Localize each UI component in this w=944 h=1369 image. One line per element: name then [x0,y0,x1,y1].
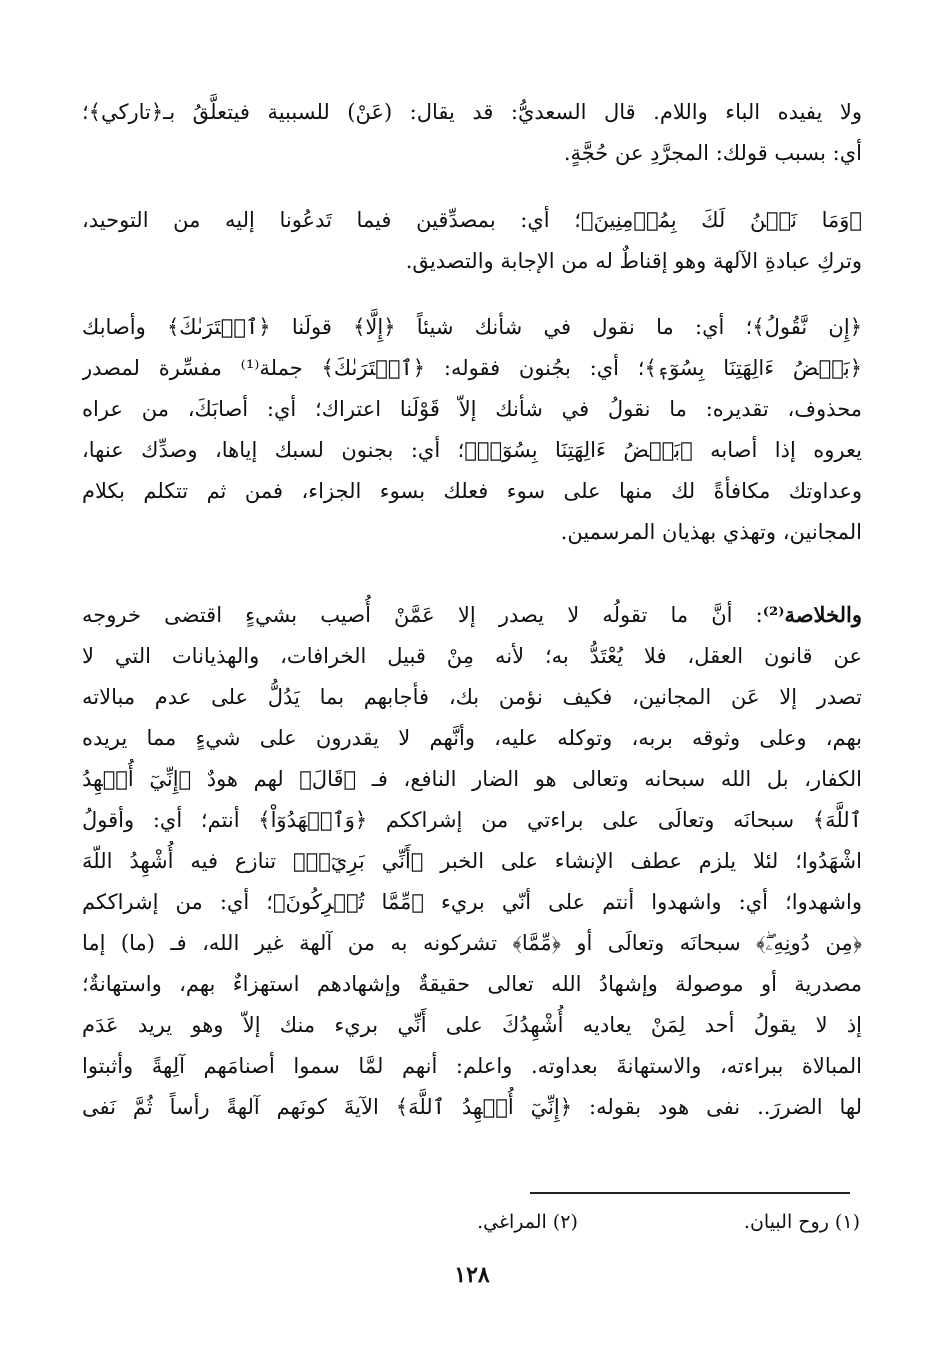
paragraph-1 [82,92,862,174]
text-line: إذ لا يقولُ أحد لِمَنْ يعاديه أُشْهِدُكَ على أَنِّي بريء منك إلاّ وهو يريد عَدَم [82,1013,862,1037]
text-line: ولا يفيده الباء واللام. قال السعديُّ: قد يقال: (عَنْ) للسببية فيتعلَّقُ بـ﴿تاركي﴾؛ [82,100,862,124]
text-line: ٱللَّهَ﴾ سبحانَه وتعالَى على براءتي من إشراككم ﴿وَٱشۡهَدُوٓاْ﴾ أنتم؛ أي: وأقولُ [82,808,862,832]
paragraph-3 [82,307,862,553]
text-line: المجانين، وتهذي بهذيان المرسمين. [560,520,862,544]
text-line: وتركِ عبادةِ الآلهة وهو إقناطٌ له من الإجابة والتصديق. [405,249,862,273]
text-line: أي: بسبب قولك: المجرَّدِ عن حُجَّةٍ. [563,141,862,165]
text-line: لها الضررَ.. نفى هود بقوله: ﴿إِنِّيٓ أُشۡهِدُ ٱللَّهَ﴾ الآيةَ كونَهم آلهةً رأساً ثُمَّ نَفى [82,1095,862,1119]
text-line: محذوف، تقديره: ما نقولُ في شأنك إلاّ قَوْلَنا اعتراك؛ أي: أصابَكَ، من عراه [82,397,862,421]
text-line: تصدر إلا عَن المجانين، فكيف نؤمن بك، فأجابهم بما يَدُلُّ على عدم مبالاته [82,685,862,709]
footnote-1: (١) روح البيان. [743,1211,860,1233]
text-line: ﴿مِن دُونِهِۦۖ﴾ سبحانَه وتعالَى أو ﴿مِّمَّا﴾ تشركونه به من آلهة غير الله، فـ (ما) إما [82,931,862,955]
text-line: عن قانون العقل، فلا يُعْتَدُّ به؛ لأنه مِنْ قبيل الخرافات، والهذيانات التي لا [82,644,862,668]
text-line: يعروه إذا أصابه ﴿بَعۡضُ ءَالِهَتِنَا بِسُوٓءٖ﴾؛ أي: بجنون لسبك إياها، وصدِّك عنها، [82,438,862,462]
text-line: مصدرية أو موصولة وإشهادُ الله تعالى حقيقةٌ وإشهادهم استهزاءٌ بهم، واستهانةٌ؛ [82,972,862,996]
text-line: ﴿بَعۡضُ ءَالِهَتِنَا بِسُوٓءٖ﴾؛ أي: بجُنون فقوله: ﴿ٱعۡتَرَىٰكَ﴾ جملة⁽¹⁾ مفسِّرة لمصدر [82,356,862,380]
text-line: اشْهَدُوا؛ لئلا يلزم عطف الإنشاء على الخبر ﴿أَنِّي بَرِيٓءٞ﴾ تنازع فيه أُشْهِدُ اللّهَ [82,849,862,873]
footnote-divider [530,1192,850,1194]
text-line: ﴿إِن نَّقُولُ﴾؛ أي: ما نقول في شأنك شيئاً ﴿إِلَّا﴾ قولَنا ﴿ٱعۡتَرَىٰكَ﴾ وأصابك [82,315,862,339]
text-line: المبالاة ببراءته، والاستهانةَ بعداوته. واعلم: أنهم لمَّا سموا أصنامَهم آلِهةً وأثبتوا [82,1054,862,1078]
text-line: وعداوتك مكافأةً لك منها على سوء فعلك بسوء الجزاء، فمن ثم تتكلم بكلام [82,479,862,503]
text-line: الكفار، بل الله سبحانه وتعالى هو الضار النافع، فـ ﴿قَالَ﴾ لهم هودٌ ﴿إِنِّيٓ أُشۡهِدُ [82,767,862,791]
page-number: ١٢٨ [454,1262,490,1288]
summary-heading: والخلاصة⁽²⁾ [762,602,862,627]
paragraph-4-summary [82,594,862,1128]
footnote-2: (٢) المراغي. [477,1211,578,1233]
text-line [82,594,862,636]
text-line-rest: : أنَّ ما تقولُه لا يصدر إلا عَمَّنْ أُصيب بشيءٍ اقتضى خروجه [82,603,763,627]
text-line: بهم، وعلى وثوقه بربه، وتوكله عليه، وأنَّهم لا يقدرون على شيءٍ مما يريده [82,726,862,750]
footnotes [300,1204,860,1240]
paragraph-2 [82,200,862,282]
text-line: واشهدوا؛ أي: واشهدوا أنتم على أنّي بريء ﴿مِّمَّا تُشۡرِكُونَ﴾؛ أي: من إشراككم [82,890,862,914]
text-line: ﴿وَمَا نَحۡنُ لَكَ بِمُؤۡمِنِينَ﴾؛ أي: بمصدِّقين فيما تَدعُونا إليه من التوحيد، [82,208,862,232]
